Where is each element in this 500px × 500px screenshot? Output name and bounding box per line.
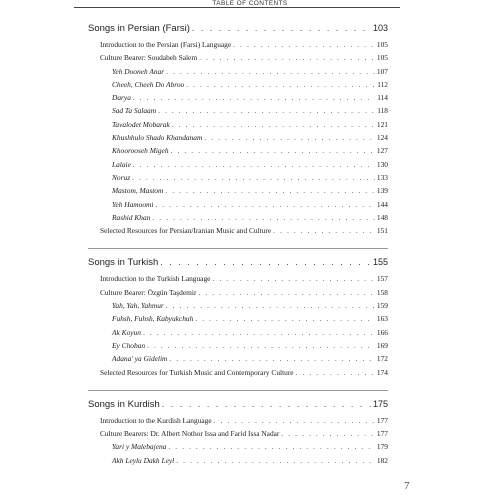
song-entry-page: 121: [376, 119, 388, 129]
song-entry-page: 182: [376, 455, 388, 465]
song-entry[interactable]: [88, 198, 388, 211]
dot-leader: [147, 339, 375, 352]
song-entry-title: Tavalodet Mobarak: [112, 119, 170, 129]
toc-entry-page: 174: [376, 367, 388, 377]
song-entry-title: Ak Koyun: [112, 327, 141, 337]
song-entry[interactable]: [88, 171, 388, 184]
song-entry-title: Ey Choban: [112, 340, 146, 350]
toc-entry-title: Introduction to the Kurdish Language: [100, 415, 212, 425]
page-number: 7: [404, 480, 410, 492]
song-entry[interactable]: [88, 312, 388, 325]
song-entry[interactable]: [88, 104, 388, 117]
table-of-contents: [88, 23, 388, 467]
dot-leader: [152, 211, 375, 224]
dot-leader: [195, 312, 375, 325]
toc-entry[interactable]: [88, 427, 388, 440]
toc-entry-page: 157: [376, 274, 388, 284]
section-heading-page: 175: [372, 398, 388, 409]
dot-leader: [166, 299, 375, 312]
song-entry-page: 179: [376, 442, 388, 452]
song-entry-page: 166: [376, 327, 388, 337]
toc-entry[interactable]: [88, 366, 388, 379]
section-divider: [88, 237, 388, 249]
toc-entry[interactable]: [88, 272, 388, 285]
section-heading-title: Songs in Turkish: [88, 257, 159, 269]
song-entry-title: Cheeh, Cheeh Do Abroo: [112, 79, 185, 89]
song-entry[interactable]: [88, 440, 388, 453]
song-entry-page: 148: [376, 212, 388, 222]
song-entry[interactable]: [88, 299, 388, 312]
song-entry-page: 114: [377, 93, 388, 103]
toc-entry-page: 105: [376, 53, 388, 63]
song-entry-title: Noruz: [112, 172, 131, 182]
toc-entry[interactable]: [88, 414, 388, 427]
toc-entry-title: Introduction to the Turkish Language: [100, 274, 211, 284]
song-entry[interactable]: [88, 118, 388, 131]
toc-entry[interactable]: [88, 286, 388, 299]
toc-entry-page: 177: [376, 415, 388, 425]
toc-entry-page: 151: [376, 226, 388, 236]
section-heading-title: Songs in Kurdish: [88, 398, 160, 410]
dot-leader: [233, 38, 375, 51]
dot-leader: [172, 118, 375, 131]
song-entry-title: Yeh Dooneh Anar: [112, 66, 165, 76]
dot-leader: [199, 51, 375, 64]
song-entry-page: 133: [376, 172, 388, 182]
song-entry-title: Khoorooseh Migeh: [112, 146, 169, 156]
running-header: TABLE OF CONTENTS: [212, 0, 288, 7]
toc-entry-title: Culture Bearer: Soudabeh Salem: [100, 53, 198, 63]
dot-leader: [204, 131, 375, 144]
song-entry-page: 139: [376, 186, 388, 196]
song-entry[interactable]: [88, 91, 388, 104]
song-entry-title: Khushhulo Shado Khandanam: [112, 133, 203, 143]
toc-entry-title: Culture Bearer: Özgün Taşdemir: [100, 287, 197, 297]
song-entry-title: Akh Leylu Dakh Leyl: [112, 455, 175, 465]
toc-entry[interactable]: [88, 51, 388, 64]
dot-leader: [133, 158, 375, 171]
dot-leader: [281, 427, 375, 440]
song-entry-page: 159: [376, 301, 388, 311]
dot-leader: [273, 224, 375, 237]
section-heading-page: 155: [372, 257, 388, 268]
song-entry-page: 118: [377, 106, 388, 116]
song-entry-title: Adana' ya Gidelim: [112, 354, 168, 364]
song-entry-title: Yah, Yah, Yahmur: [112, 301, 164, 311]
toc-entry-page: 158: [376, 287, 388, 297]
dot-leader: [133, 91, 375, 104]
song-entry-title: Darya: [112, 93, 131, 103]
song-entry-page: 144: [376, 199, 388, 209]
song-entry-page: 172: [376, 354, 388, 364]
dot-leader: [166, 65, 375, 78]
dot-leader: [212, 272, 374, 285]
dot-leader: [169, 352, 375, 365]
dot-leader: [186, 78, 375, 91]
song-entry-page: 163: [376, 314, 388, 324]
dot-leader: [158, 104, 375, 117]
song-entry[interactable]: [88, 454, 388, 467]
dot-leader: [214, 414, 375, 427]
song-entry-page: 112: [377, 79, 388, 89]
dot-leader: [171, 144, 375, 157]
song-entry-title: Yari y Malebajena: [112, 442, 167, 452]
section-heading-title: Songs in Persian (Farsi): [88, 23, 190, 34]
dot-leader: [160, 257, 371, 268]
dot-leader: [155, 198, 375, 211]
section-heading[interactable]: [88, 23, 388, 34]
song-entry-title: Rashid Khan: [112, 212, 151, 222]
song-entry[interactable]: [88, 352, 388, 365]
toc-entry-title: Introduction to the Persian (Farsi) Language: [100, 40, 232, 49]
dot-leader: [198, 286, 374, 299]
section-heading[interactable]: [88, 257, 388, 268]
song-entry[interactable]: [88, 65, 388, 78]
dot-leader: [162, 399, 371, 410]
song-entry-page: 127: [376, 146, 388, 156]
toc-entry-page: 105: [376, 40, 388, 49]
song-entry[interactable]: [88, 131, 388, 144]
dot-leader: [132, 171, 375, 184]
section-divider: [88, 379, 388, 391]
song-entry[interactable]: [88, 184, 388, 197]
song-entry-title: Mastom, Mastom: [112, 186, 164, 196]
dot-leader: [296, 366, 375, 379]
dot-leader: [192, 23, 371, 34]
toc-entry-page: 177: [376, 429, 388, 439]
dot-leader: [143, 326, 375, 339]
section-heading[interactable]: [88, 399, 388, 410]
song-entry-page: 169: [376, 340, 388, 350]
toc-entry[interactable]: [88, 38, 388, 51]
song-entry[interactable]: [88, 158, 388, 171]
song-entry[interactable]: [88, 339, 388, 352]
toc-entry-title: Selected Resources for Turkish Music and Contemporary Culture: [100, 367, 294, 377]
song-entry-title: Sad Ta Salaam: [112, 106, 157, 116]
song-entry[interactable]: [88, 144, 388, 157]
song-entry[interactable]: [88, 78, 388, 91]
song-entry[interactable]: [88, 326, 388, 339]
song-entry-page: 107: [376, 66, 388, 76]
dot-leader: [176, 454, 375, 467]
song-entry-title: Fuhsh, Fuhsh, Kabyukchuh: [112, 314, 194, 324]
song-entry[interactable]: [88, 211, 388, 224]
dot-leader: [165, 184, 375, 197]
song-entry-title: Yeh Hamoomi: [112, 199, 154, 209]
toc-entry[interactable]: [88, 224, 388, 237]
toc-entry-title: Culture Bearers: Dr. Albert Nothor Issa and Farid Issa Nadar: [100, 429, 280, 439]
song-entry-page: 124: [376, 133, 388, 143]
dot-leader: [168, 440, 375, 453]
toc-entry-title: Selected Resources for Persian/Iranian Music and Culture: [100, 226, 272, 236]
song-entry-title: Lalaie: [112, 159, 131, 169]
song-entry-page: 130: [376, 159, 388, 169]
section-heading-page: 103: [372, 23, 388, 33]
